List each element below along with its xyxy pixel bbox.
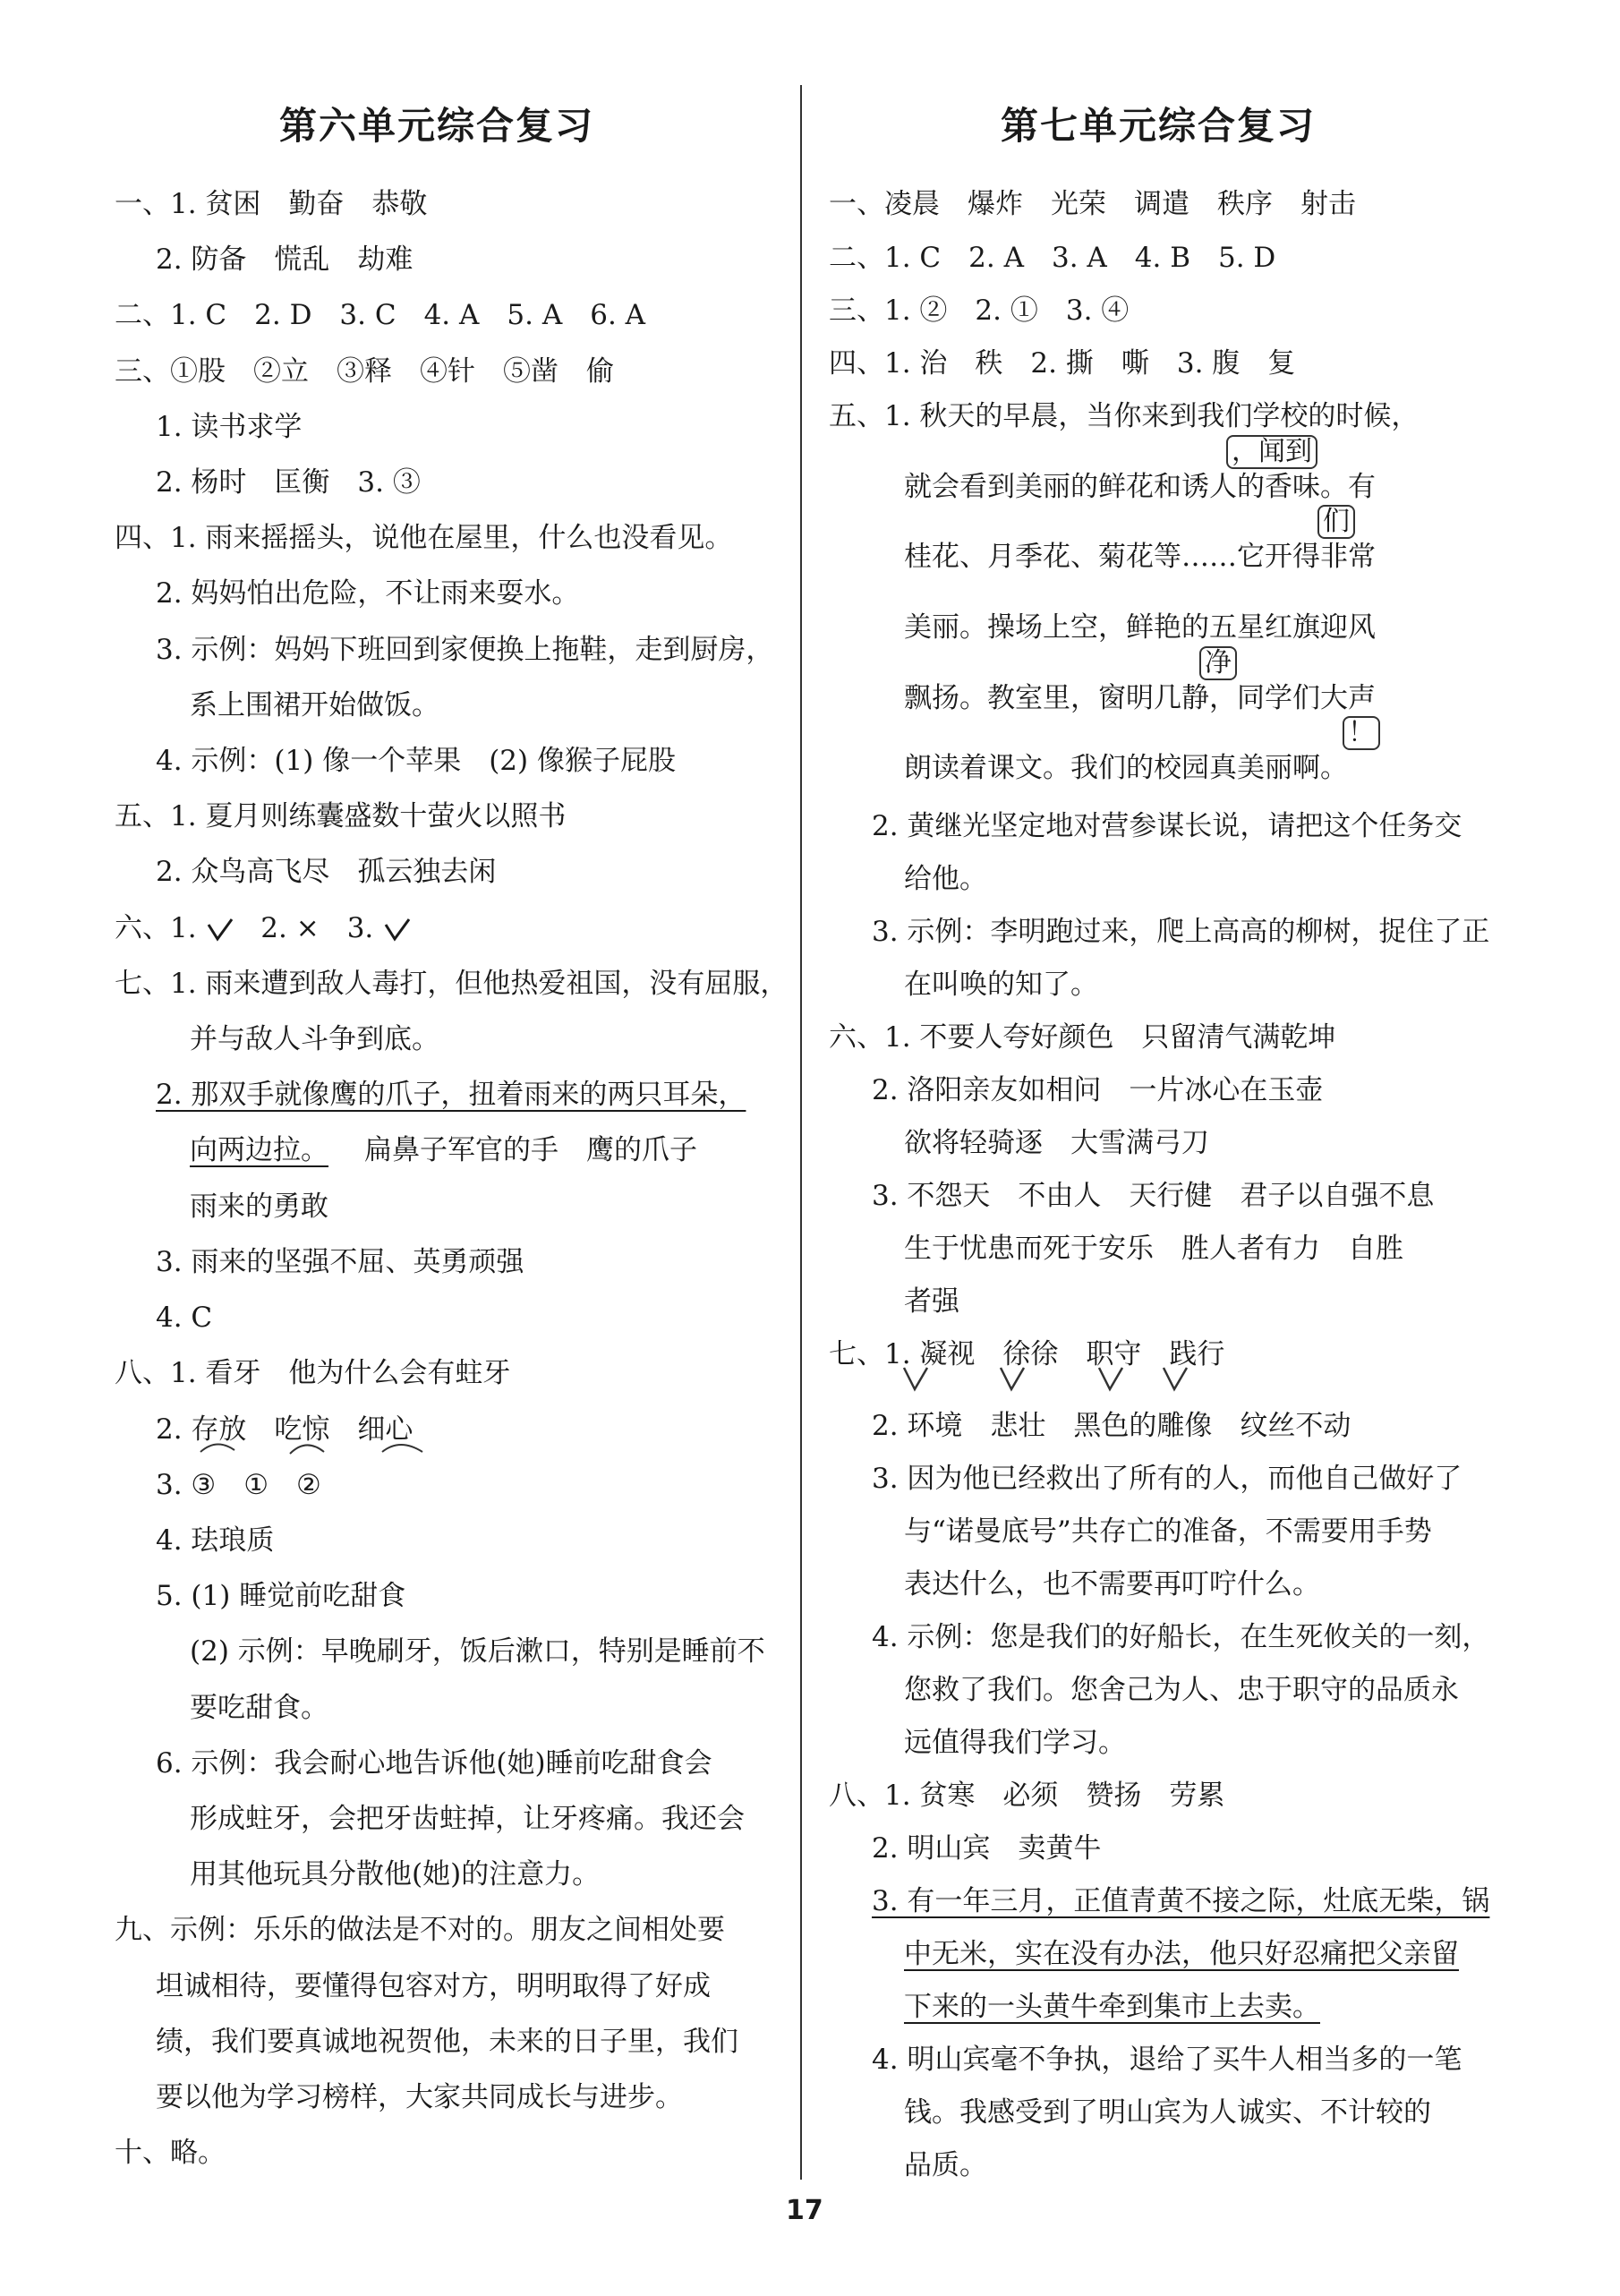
answer-line: 九、示例：乐乐的做法是不对的。朋友之间相处要: [115, 1914, 725, 1946]
answer-line: 形成蛀牙，会把牙齿蛀掉，让牙疼痛。我还会: [190, 1803, 745, 1835]
answer-line: 美丽。操场上空，鲜艳的五星红旗迎风: [904, 611, 1376, 644]
answer-line: 桂花、月季花、菊花等……它开得非常: [904, 541, 1376, 573]
answer-line: 4. 示例：(1) 像一个苹果 (2) 像猴子屁股: [156, 745, 676, 777]
underlined-answer: 中无米，实在没有办法，他只好忍痛把父亲留: [904, 1938, 1459, 1970]
answer-line: 六、1. 不要人夸好颜色 只留清气满乾坤: [829, 1021, 1336, 1054]
answer-line: 表达什么，也不需要再叮咛什么。: [904, 1568, 1320, 1600]
answer-line: 四、1. 雨来摇摇头，说他在屋里，什么也没看见。: [115, 522, 733, 554]
answer-line: 七、1. 凝视 徐徐 职守 践行: [829, 1338, 1225, 1370]
answer-text: 2. × 3.: [260, 912, 374, 944]
answer-line: 五、1. 秋天的早晨，当你来到我们学校的时候，: [829, 400, 1420, 432]
handwriting-marks: [199, 1432, 485, 1459]
answer-line: 2. 明山宾 卖黄牛: [872, 1832, 1102, 1865]
answer-line: 飘扬。教室里，窗明几静，同学们大声: [904, 682, 1376, 714]
answer-line: 四、1. 治 秩 2. 撕 嘶 3. 腹 复: [829, 347, 1296, 380]
answer-line: 3. 不怨天 不由人 天行健 君子以自强不息: [872, 1180, 1435, 1212]
answer-line: 3. ③ ① ②: [156, 1469, 321, 1501]
answer-line: 2. 环境 悲壮 黑色的雕像 纹丝不动: [872, 1410, 1351, 1442]
answer-line: 八、1. 贫寒 必须 赞扬 劳累: [829, 1780, 1225, 1812]
answer-line: 3. 示例：妈妈下班回到家便换上拖鞋，走到厨房，: [156, 634, 774, 666]
underlined-answer: 3. 有一年三月，正值青黄不接之际，灶底无柴，锅: [872, 1885, 1490, 1917]
answer-line: 生于忧患而死于安乐 胜人者有力 自胜: [904, 1233, 1403, 1265]
answer-line: 一、1. 贫困 勤奋 恭敬: [115, 188, 428, 220]
column-divider: [800, 85, 802, 2180]
answer-line: 并与敌人斗争到底。: [190, 1023, 439, 1055]
checkmark-icon: [382, 918, 413, 943]
answer-line: 就会看到美丽的鲜花和诱人的香味。有: [904, 471, 1376, 503]
answer-line: 绩，我们要真诚地祝贺他，未来的日子里，我们: [156, 2026, 738, 2058]
answer-line: 三、1. ② 2. ① 3. ④: [829, 294, 1130, 327]
answer-line: 者强: [904, 1285, 959, 1318]
answer-line: 3. 示例：李明跑过来，爬上高高的柳树，捉住了正: [872, 916, 1490, 948]
answer-line: 雨来的勇敢: [190, 1191, 328, 1223]
answer-line: 2. 妈妈怕出危险，不让雨来耍水。: [156, 577, 580, 610]
right-title: 第七单元综合复习: [1001, 104, 1317, 148]
answer-line: 坦诚相待，要懂得包容对方，明明取得了好成: [156, 1970, 711, 2002]
underlined-answer: 向两边拉。: [190, 1134, 328, 1166]
answer-line: 4. C: [156, 1302, 213, 1334]
answer-line: 用其他玩具分散他(她)的注意力。: [190, 1858, 601, 1891]
left-title: 第六单元综合复习: [279, 104, 595, 148]
answer-line: 欲将轻骑逐 大雪满弓刀: [904, 1127, 1209, 1159]
page-number: 17: [786, 2195, 823, 2226]
answer-line: 4. 珐琅质: [156, 1524, 275, 1557]
answer-line: (2) 示例：早晚刷牙，饭后漱口，特别是睡前不: [190, 1635, 765, 1668]
answer-line: 在叫唤的知了。: [904, 969, 1098, 1001]
answer-line: 2. 黄继光坚定地对营参谋长说，请把这个任务交: [872, 810, 1462, 842]
answer-line: 2. 存放 吃惊 细心: [156, 1413, 414, 1446]
answer-line: 3. 雨来的坚强不屈、英勇顽强: [156, 1246, 524, 1278]
correction-insert: ，闻到: [1226, 435, 1317, 469]
answer-line: 2. 众鸟高飞尽 孤云独去闲: [156, 856, 497, 888]
answer-line: 五、1. 夏月则练囊盛数十萤火以照书: [115, 800, 567, 832]
answer-text: 扁鼻子军官的手 鹰的爪子: [364, 1134, 697, 1166]
answer-line: 2. 杨时 匡衡 3. ③: [156, 466, 421, 499]
answer-line: 2. 洛阳亲友如相问 一片冰心在玉壶: [872, 1074, 1324, 1106]
answer-line: 八、1. 看牙 他为什么会有蛀牙: [115, 1357, 511, 1389]
answer-line: 钱。我感受到了明山宾为人诚实、不计较的: [904, 2096, 1431, 2129]
answer-line: 一、凌晨 爆炸 光荣 调遣 秩序 射击: [829, 188, 1356, 220]
answer-line: 品质。: [904, 2149, 987, 2181]
answer-line-checks: [115, 910, 413, 946]
answer-line: 二、1. C 2. D 3. C 4. A 5. A 6. A: [115, 299, 646, 331]
answer-line: 二、1. C 2. A 3. A 4. B 5. D: [829, 242, 1276, 274]
handwriting-marks: [895, 1361, 1199, 1396]
answer-line: 与“诺曼底号”共存亡的准备，不需要用手势: [904, 1515, 1432, 1548]
correction-insert: 净: [1199, 646, 1237, 680]
answer-line: 七、1. 雨来遭到敌人毒打，但他热爱祖国，没有屈服，: [115, 968, 789, 1000]
answer-line: 4. 明山宾毫不争执，退给了买牛人相当多的一笔: [872, 2044, 1462, 2076]
answer-line: 3. 因为他已经救出了所有的人，而他自己做好了: [872, 1463, 1462, 1495]
answer-line: 5. (1) 睡觉前吃甜食: [156, 1580, 406, 1612]
correction-insert: 们: [1317, 505, 1355, 539]
answer-line: 2. 防备 慌乱 劫难: [156, 243, 414, 276]
answer-line: 4. 示例：您是我们的好船长，在生死攸关的一刻，: [872, 1621, 1490, 1653]
answer-line: [190, 1132, 697, 1168]
checkmark-icon: [205, 918, 235, 943]
answer-line: 远值得我们学习。: [904, 1727, 1126, 1759]
answer-line: 朗读着课文。我们的校园真美丽啊。: [904, 752, 1348, 784]
answer-line: 给他。: [904, 863, 987, 895]
answer-line: 三、①股 ②立 ③释 ④针 ⑤凿 偷: [115, 355, 614, 388]
answer-line: 要吃甜食。: [190, 1692, 328, 1724]
underlined-answer: 下来的一头黄牛牵到集市上去卖。: [904, 1991, 1320, 2023]
answer-line: 6. 示例：我会耐心地告诉他(她)睡前吃甜食会: [156, 1747, 712, 1780]
answer-line: 十、略。: [115, 2137, 226, 2169]
answer-line: 您救了我们。您舍己为人、忠于职守的品质永: [904, 1674, 1459, 1706]
answer-text: 六、1.: [115, 912, 197, 944]
answer-line: 系上围裙开始做饭。: [190, 689, 439, 721]
correction-insert: ！: [1343, 716, 1380, 750]
underlined-answer: 2. 那双手就像鹰的爪子，扭着雨来的两只耳朵，: [156, 1079, 746, 1111]
answer-line: 1. 读书求学: [156, 411, 303, 443]
answer-line: 要以他为学习榜样，大家共同成长与进步。: [156, 2081, 683, 2113]
